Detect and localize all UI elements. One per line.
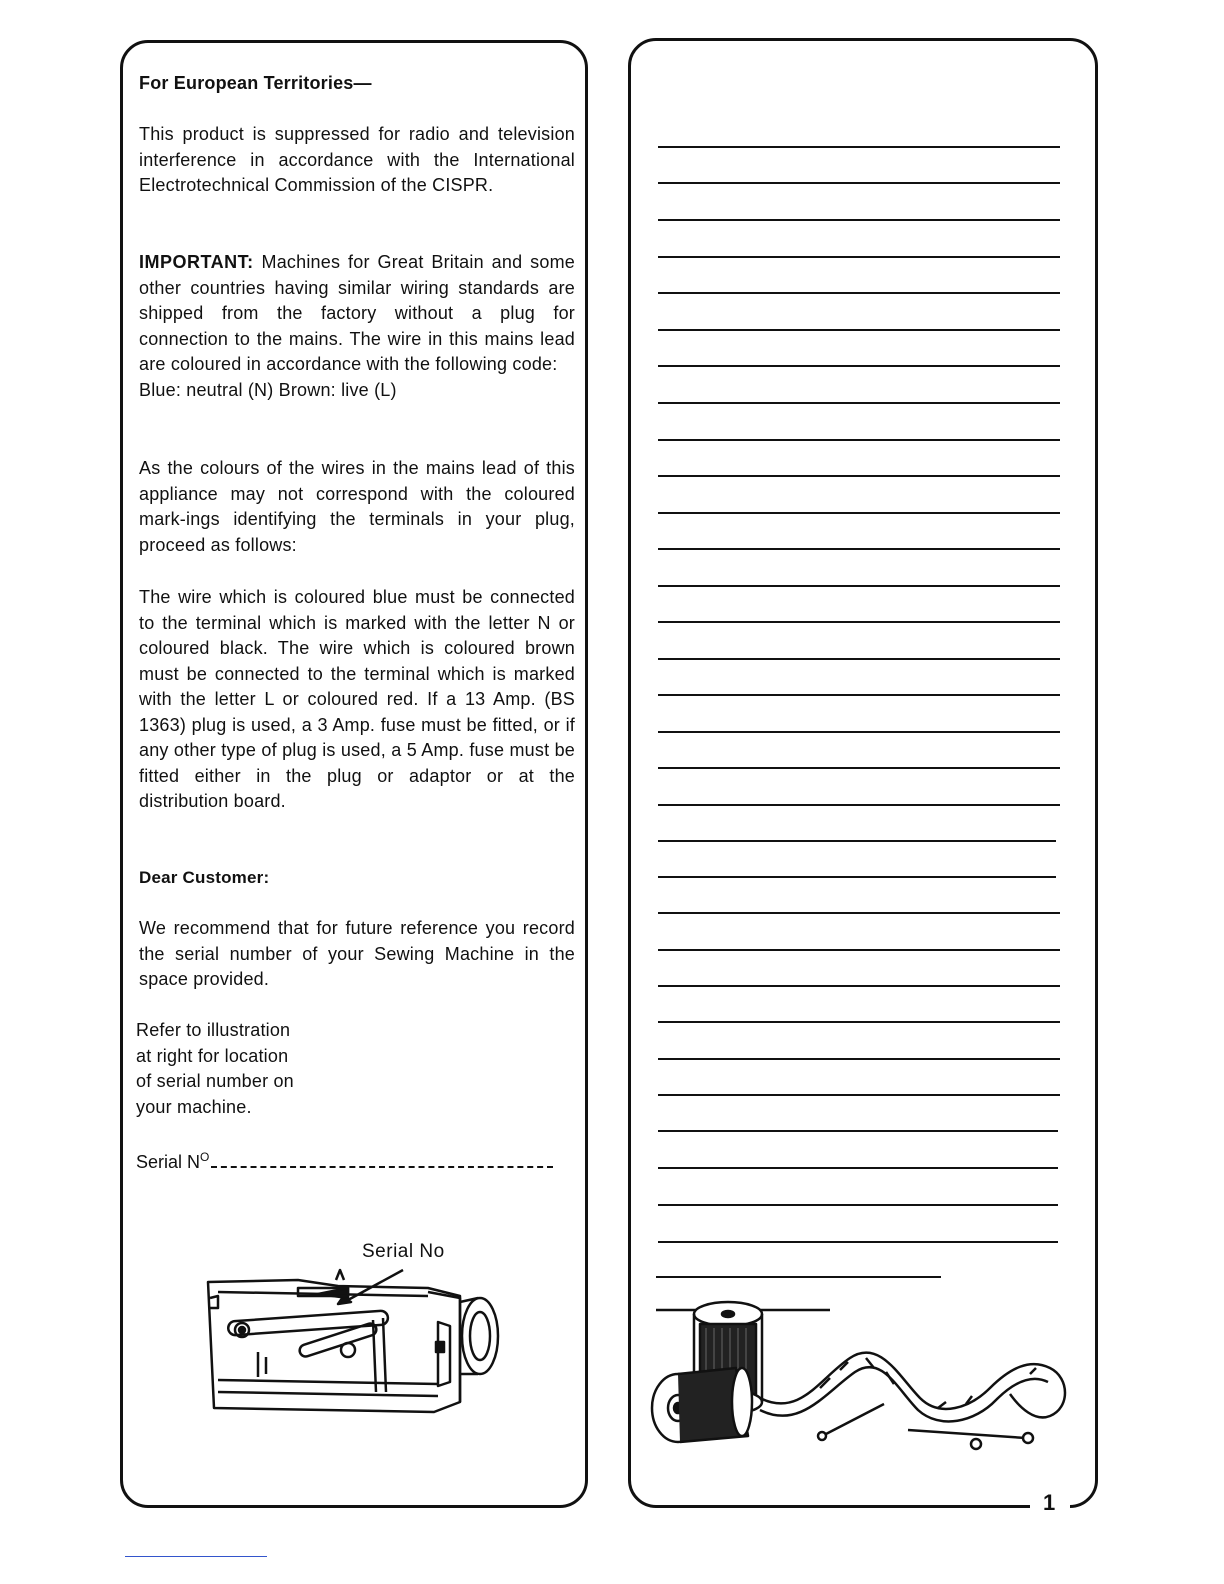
ruled-line [658,985,1060,987]
page-number: 1 [1043,1490,1056,1515]
ruled-line [658,694,1060,696]
serial-number-field[interactable] [136,1150,553,1173]
ruled-line [658,767,1060,769]
ruled-line [658,1241,1058,1243]
ruled-line [658,658,1060,660]
ruled-line [658,731,1060,733]
ruled-line [658,219,1060,221]
ruled-line [658,365,1060,367]
ruled-line [658,876,1056,878]
ruled-line [658,621,1060,623]
ruled-line [658,1167,1058,1169]
ruled-line [658,912,1060,914]
ruled-line [658,548,1060,550]
ruled-line [658,1058,1060,1060]
ruled-line [658,402,1060,404]
serial-superscript: O [200,1150,210,1164]
suppression-paragraph: This product is suppressed for radio and television interference in accordance with the International Electrotechnical Commission of the CISPR. [139,124,575,195]
dear-customer-heading: Dear Customer: [139,868,270,887]
ruled-line [658,1094,1060,1096]
ruled-line [656,1276,941,1278]
illustration-serial-label: Serial No [362,1241,445,1262]
serial-dashes [211,1150,553,1168]
refer-line: Refer to illustration [136,1020,291,1040]
european-heading: For European Territories— [139,73,372,93]
important-paragraph [139,250,575,403]
colours-paragraph: As the colours of the wires in the mains lead of this appliance may not correspond with the coloured mark-ings identifying the terminals in your plug, proceed as follows: [139,458,575,555]
sewing-machine-illustration [198,1262,508,1422]
refer-line: your machine. [136,1096,252,1117]
ruled-line [658,512,1060,514]
refer-line: at right for location [136,1045,289,1066]
recommend-paragraph: We recommend that for future reference you record the serial number of your Sewing Machine in the space provided. [139,918,575,989]
ruled-line [658,329,1060,331]
ruled-line [658,585,1060,587]
important-text: Machines for Great Britain and some other countries having similar wiring standards are shipped from the factory without a plug for connection to the mains. The wire in this mains lead are coloured in accordance with the following code: [139,252,575,374]
ruled-line [658,804,1060,806]
spool-tape-illustration [650,1298,1080,1458]
ruled-line [658,292,1060,294]
important-label: IMPORTANT: [139,252,254,272]
ruled-line [658,840,1056,842]
bottom-rule [125,1556,267,1557]
wire-code-line: Blue: neutral (N) Brown: live (L) [139,379,397,400]
ruled-line [658,146,1060,148]
refer-paragraph [136,1018,572,1120]
ruled-line [658,182,1060,184]
wiring-paragraph: The wire which is coloured blue must be connected to the terminal which is marked with the letter N or coloured black. The wire which is coloured brown must be connected to the terminal which is marked with the letter L or coloured red. If a 13 Amp. (BS 1363) plug is used, a 3 Amp. fuse must be fitted, or if any other type of plug is used, a 5 Amp. fuse must be fitted either in the plug or adaptor or at the distribution board. [139,587,575,811]
ruled-line [658,949,1060,951]
ruled-line [658,1130,1058,1132]
ruled-line [658,439,1060,441]
notes-panel [628,38,1098,1508]
ruled-line [658,1021,1060,1023]
ruled-line [658,1204,1058,1206]
ruled-line [658,475,1060,477]
serial-prefix: Serial N [136,1152,201,1172]
refer-line: of serial number on [136,1071,294,1091]
ruled-line [658,256,1060,258]
